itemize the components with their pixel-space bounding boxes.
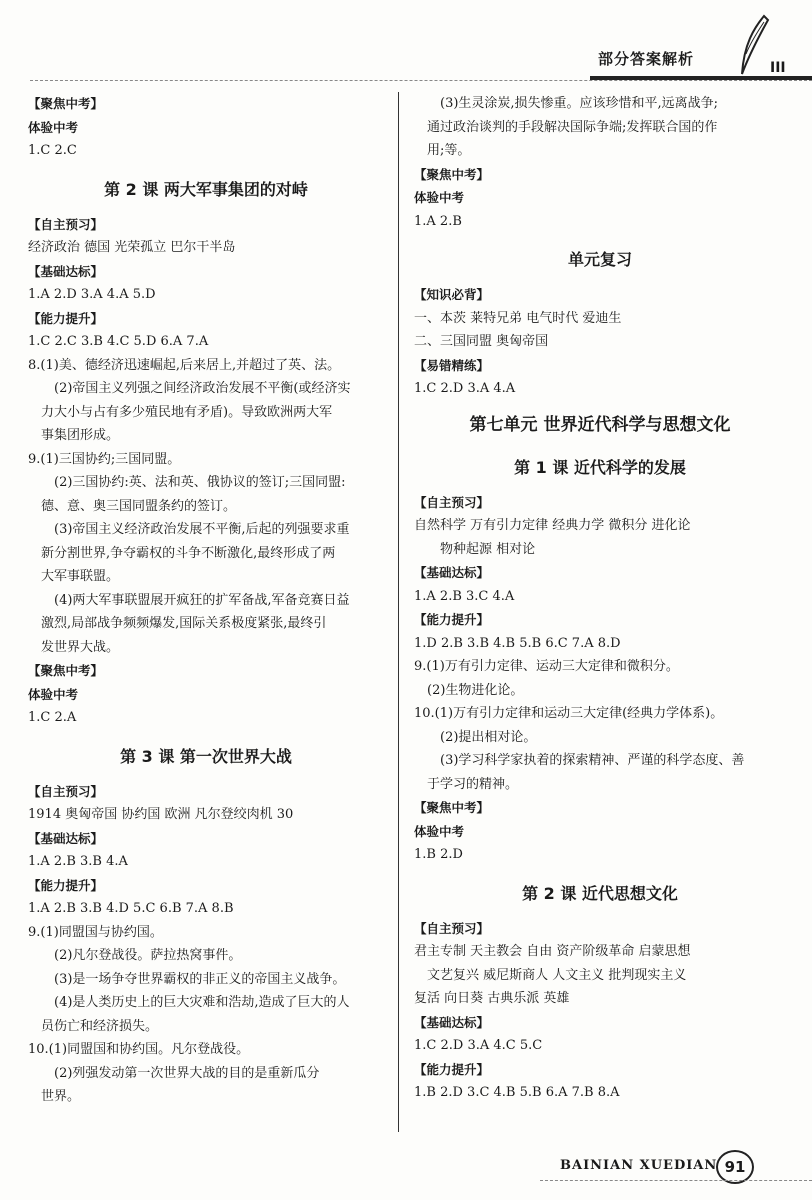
text-line: (2)列强发动第一次世界大战的目的是重新瓜分: [54, 1065, 320, 1081]
text-line: 用;等。: [427, 143, 471, 158]
text-line: (2)提出相对论。: [440, 729, 537, 745]
section-tag: 【聚焦中考】: [414, 166, 490, 182]
text-line: 9.(1)三国协约;三国同盟。: [28, 451, 181, 467]
text-line: 事集团形成。: [41, 428, 120, 443]
text-line: 文艺复兴 威尼斯商人 人文主义 批判现实主义: [427, 967, 687, 983]
text-line: (3)帝国主义经济政治发展不平衡,后起的列强要求重: [54, 522, 350, 537]
text-line: 一、本茨 莱特兄弟 电气时代 爱迪生: [414, 310, 622, 326]
text-line: 通过政治谈判的手段解决国际争端;发挥联合国的作: [427, 119, 718, 135]
section-tag: 【自主预习】: [28, 783, 104, 799]
text-line: 新分割世界,争夺霸权的斗争不断激化,最终形成了两: [41, 545, 336, 561]
text-line: 君主专制 天主教会 自由 资产阶级革命 启蒙思想: [414, 944, 691, 959]
text-line: 德、意、奥三国同盟条约的签订。: [41, 498, 237, 514]
text-line: 经济政治 德国 光荣孤立 巴尔干半岛: [28, 240, 236, 255]
text-line: 1.A 2.D 3.A 4.A 5.D: [28, 287, 156, 302]
lesson-title: 第 2 课 两大军事集团的对峙: [104, 179, 308, 199]
text-line: 大军事联盟。: [41, 569, 120, 584]
unit-title: 第七单元 世界近代科学与思想文化: [469, 414, 731, 435]
section-tag: 【自主预习】: [414, 920, 490, 936]
text-line: 1.C 2.C: [28, 143, 77, 158]
section-tag: 【基础达标】: [28, 830, 104, 846]
text-line: 1.C 2.A: [28, 710, 77, 725]
text-line: 8.(1)美、德经济迅速崛起,后来居上,并超过了英、法。: [28, 357, 341, 373]
section-tag: 【能力提升】: [414, 612, 490, 627]
section-tag: 【能力提升】: [28, 310, 104, 326]
page-number: 91: [716, 1150, 754, 1184]
section-tag: 【聚焦中考】: [414, 800, 490, 815]
section-tag: 【基础达标】: [414, 1014, 490, 1030]
subsection-label: 体验中考: [28, 686, 79, 702]
subsection-label: 体验中考: [414, 190, 465, 205]
lesson-title: 第 2 课 近代思想文化: [522, 883, 678, 903]
text-line: 发世界大战。: [41, 639, 120, 655]
lesson-title: 第 1 课 近代科学的发展: [514, 457, 686, 477]
text-line: (2)帝国主义列强之间经济政治发展不平衡(或经济实: [54, 381, 351, 396]
header-title: 部分答案解析: [598, 50, 695, 68]
text-line: 员伤亡和经济损失。: [41, 1018, 159, 1034]
text-line: 10.(1)万有引力定律和运动三大定律(经典力学体系)。: [414, 706, 724, 721]
text-line: (4)是人类历史上的巨大灾难和浩劫,造成了巨大的人: [54, 995, 350, 1010]
section-tag: 【能力提升】: [28, 877, 104, 893]
section-tag: 【基础达标】: [414, 565, 490, 580]
text-line: 9.(1)万有引力定律、运动三大定律和微积分。: [414, 659, 679, 674]
lesson-title: 第 3 课 第一次世界大战: [120, 746, 292, 766]
footer-series-name: BAINIAN XUEDIAN: [560, 1158, 718, 1173]
section-tag: 【知识必背】: [414, 287, 490, 302]
text-line: (4)两大军事联盟展开疯狂的扩军备战,军备竞赛日益: [54, 592, 350, 608]
text-line: (3)生灵涂炭,损失惨重。应该珍惜和平,远离战争;: [440, 96, 719, 111]
header-bar: [590, 76, 812, 80]
section-tag: 【聚焦中考】: [28, 663, 104, 678]
text-line: (2)三国协约:英、法和英、俄协议的签订;三国同盟:: [54, 475, 346, 490]
text-line: 1.B 2.D 3.C 4.B 5.B 6.A 7.B 8.A: [414, 1085, 620, 1100]
text-line: 力大小与占有多少殖民地有矛盾)。导致欧洲两大军: [41, 404, 333, 420]
text-line: 二、三国同盟 奥匈帝国: [414, 334, 549, 349]
section-tag: 【易错精练】: [414, 357, 490, 373]
section-tag: 【基础达标】: [28, 263, 104, 279]
page-header: [0, 0, 812, 88]
text-line: 10.(1)同盟国和协约国。凡尔登战役。: [28, 1042, 250, 1057]
text-line: 1.B 2.D: [414, 847, 463, 862]
text-line: 1.C 2.D 3.A 4.C 5.C: [414, 1038, 543, 1053]
text-line: 世界。: [41, 1089, 81, 1104]
subsection-label: 体验中考: [28, 119, 79, 135]
text-line: 1.D 2.B 3.B 4.B 5.B 6.C 7.A 8.D: [414, 635, 621, 651]
text-line: 复活 向日葵 古典乐派 英雄: [414, 991, 570, 1006]
column-divider: [398, 92, 399, 1132]
text-line: 9.(1)同盟国与协约国。: [28, 924, 163, 940]
text-line: 自然科学 万有引力定律 经典力学 微积分 进化论: [414, 518, 691, 533]
right-column: [414, 92, 786, 1105]
section-tag: 【聚焦中考】: [28, 96, 104, 111]
text-line: (2)生物进化论。: [427, 682, 524, 698]
text-line: (3)学习科学家执着的探索精神、严谨的科学态度、善: [440, 753, 745, 768]
subsection-label: 体验中考: [414, 823, 465, 839]
text-line: 1.C 2.C 3.B 4.C 5.D 6.A 7.A: [28, 334, 209, 349]
lesson-title: 单元复习: [567, 250, 632, 269]
text-line: (3)是一场争夺世界霸权的非正义的帝国主义战争。: [54, 971, 346, 987]
text-line: (2)凡尔登战役。萨拉热窝事件。: [54, 948, 242, 963]
quill-pen-icon: [734, 14, 774, 80]
header-ticks: III: [770, 60, 786, 76]
text-line: 1.C 2.D 3.A 4.A: [414, 381, 516, 396]
text-line: 1.A 2.B 3.B 4.D 5.C 6.B 7.A 8.B: [28, 901, 234, 916]
text-line: 1.A 2.B 3.C 4.A: [414, 588, 515, 604]
text-line: 1914 奥匈帝国 协约国 欧洲 凡尔登绞肉机 30: [28, 807, 294, 822]
left-column: [28, 92, 384, 1109]
text-line: 激烈,局部战争频频爆发,国际关系极度紧张,最终引: [41, 616, 327, 631]
text-line: 物种起源 相对论: [440, 541, 536, 557]
header-rule: [30, 80, 812, 81]
section-tag: 【自主预习】: [414, 494, 490, 510]
text-line: 于学习的精神。: [427, 776, 519, 792]
section-tag: 【自主预习】: [28, 216, 104, 232]
text-line: 1.A 2.B 3.B 4.A: [28, 854, 128, 869]
footer-rule: [540, 1180, 812, 1181]
text-line: 1.A 2.B: [414, 213, 462, 229]
section-tag: 【能力提升】: [414, 1061, 490, 1077]
